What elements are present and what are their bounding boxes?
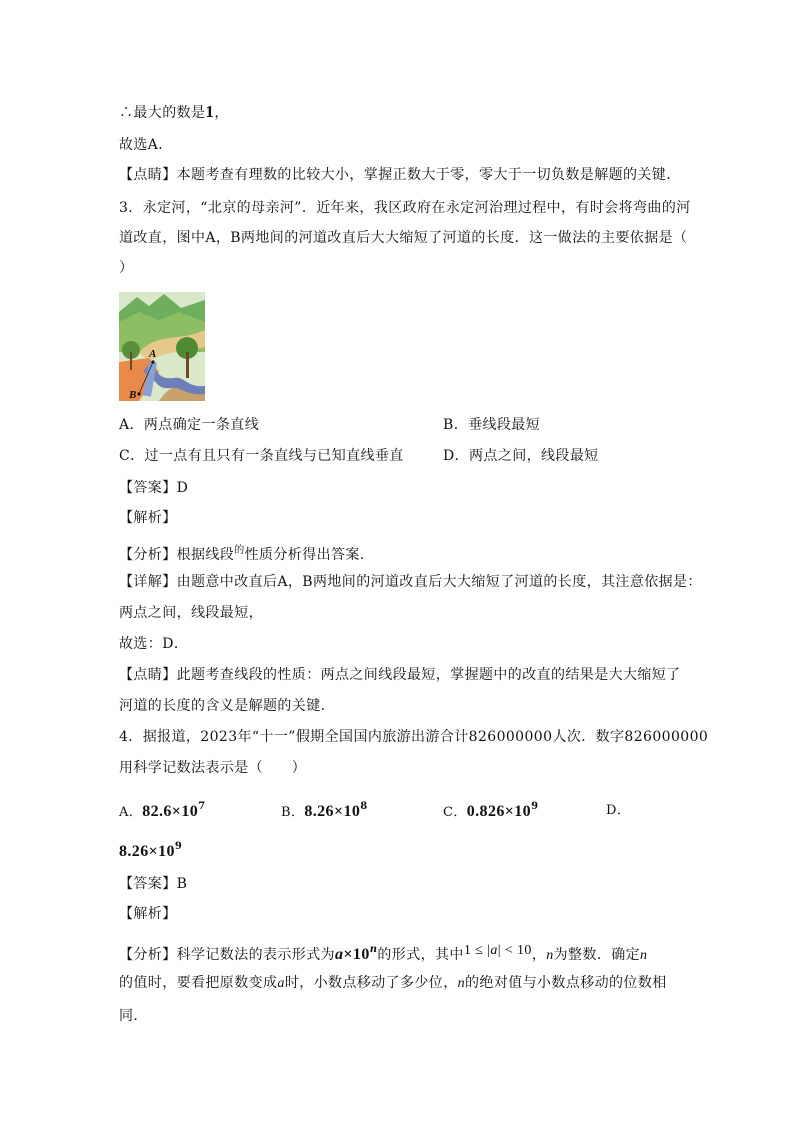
fenxi-text-2: 时，小数点移动了多少位， xyxy=(284,975,458,991)
fenxi-text: 的值时，要看把原数变成 xyxy=(119,975,278,991)
q4-option-d xyxy=(119,838,182,861)
inequality-right: | < 10 xyxy=(497,943,532,958)
option-label: C． xyxy=(443,805,467,820)
option-label: D． xyxy=(606,803,631,818)
q3-option-a: A．两点确定一条直线 xyxy=(119,417,260,433)
fenxi-text-3: 为整数．确定 xyxy=(553,947,641,963)
var-n: n xyxy=(457,976,466,991)
label-b: B xyxy=(129,389,137,401)
fenxi-text-2: 的形式，其中 xyxy=(377,947,464,963)
q4-jiexi: 【解析】 xyxy=(119,906,177,922)
q3-option-c: C．过一点有且只有一条直线与已知直线垂直 xyxy=(119,448,404,464)
option-label: B． xyxy=(281,805,305,820)
q4-fenxi-line-2 xyxy=(119,974,667,993)
q3-answer: 【答案】D xyxy=(119,480,189,496)
option-b-exponent: 8 xyxy=(360,801,368,812)
fenxi-de: 的 xyxy=(234,545,245,556)
q3-option-d: D．两点之间，线段最短 xyxy=(443,448,599,464)
q3-stem-line-3: ） xyxy=(119,260,134,276)
option-c-exponent: 9 xyxy=(531,801,539,812)
formula-times-ten: ×10 xyxy=(343,946,370,963)
option-a-base: 82.6×10 xyxy=(142,803,199,820)
option-b-base: 8.26×10 xyxy=(304,803,361,820)
q3-stem-line-1: 3．永定河，“北京的母亲河”．近年来，我区政府在永定河治理过程中，有时会将弯曲的河 xyxy=(119,200,691,216)
math-one: 1 xyxy=(205,102,215,121)
q3-xiangjie-line-1: 【详解】由题意中改直后A，B两地间的河道改直后大大缩短了河道的长度，其注意依据是： xyxy=(119,574,702,590)
q3-xiangjie-line-2: 两点之间，线段最短， xyxy=(119,605,263,621)
q4-stem-line-2: 用科学记数法表示是（ ） xyxy=(119,760,307,776)
q4-fenxi-line-1 xyxy=(119,941,647,965)
q3-stem-line-2: 道改直，图中A，B两地间的河道改直后大大缩短了河道的长度．这一做法的主要依据是（ xyxy=(119,230,688,246)
q4-fenxi-line-3: 同． xyxy=(119,1008,148,1024)
fenxi-text: 【分析】科学记数法的表示形式为 xyxy=(119,947,335,963)
inequality-a: a xyxy=(490,943,498,958)
formula-n: n xyxy=(369,944,378,955)
conclusion-line xyxy=(119,103,229,122)
fenxi-text-2: 性质分析得出答案． xyxy=(244,547,375,563)
q3-jiexi: 【解析】 xyxy=(119,510,177,526)
q2-tip-line: 【点睛】本题考查有理数的比较大小，掌握正数大于零，零大于一切负数是解题的关键． xyxy=(119,167,681,183)
q4-stem-line-1: 4．据报道，2023年“十一”假期全国国内旅游出游合计826000000人次．数字826000000 xyxy=(119,729,709,745)
conclusion-text: ∴最大的数是 xyxy=(119,105,206,121)
choose-a-line: 故选A． xyxy=(119,137,173,153)
q3-tip-line-1: 【点睛】此题考查线段的性质：两点之间线段最短，掌握题中的改直的结果是大大缩短了 xyxy=(119,667,681,683)
q4-option-b xyxy=(281,798,368,822)
tree-right-trunk xyxy=(186,352,189,378)
q3-fenxi xyxy=(119,542,374,564)
option-label: A． xyxy=(119,805,143,820)
q3-option-b: B．垂线段最短 xyxy=(443,417,541,433)
q4-option-c xyxy=(443,798,538,822)
option-d-base: 8.26×10 xyxy=(119,843,175,860)
point-b xyxy=(137,392,140,395)
q4-answer: 【答案】B xyxy=(119,876,188,892)
q4-option-a xyxy=(119,798,205,822)
tree-left-trunk xyxy=(130,352,132,370)
q3-choose-d: 故选：D． xyxy=(119,636,189,652)
comma: ， xyxy=(531,947,547,963)
point-a xyxy=(151,360,154,363)
label-a: A xyxy=(149,348,157,360)
option-d-exponent: 9 xyxy=(174,841,183,852)
punctuation: ， xyxy=(214,105,229,121)
q3-tip-line-2: 河道的长度的含义是解题的关键． xyxy=(119,698,335,714)
option-c-base: 0.826×10 xyxy=(466,803,532,820)
inequality-left: 1 ≤ | xyxy=(463,943,491,958)
var-n: n xyxy=(546,948,554,963)
option-a-exponent: 7 xyxy=(198,801,206,812)
fenxi-text: 【分析】根据线段 xyxy=(119,547,235,563)
var-n: n xyxy=(640,948,648,963)
q4-option-d-label xyxy=(606,801,630,820)
var-a: a xyxy=(277,976,285,991)
fenxi-text-3: 的绝对值与小数点移动的位数相 xyxy=(465,975,667,991)
river-figure xyxy=(119,292,205,401)
formula-a: a xyxy=(335,946,344,963)
